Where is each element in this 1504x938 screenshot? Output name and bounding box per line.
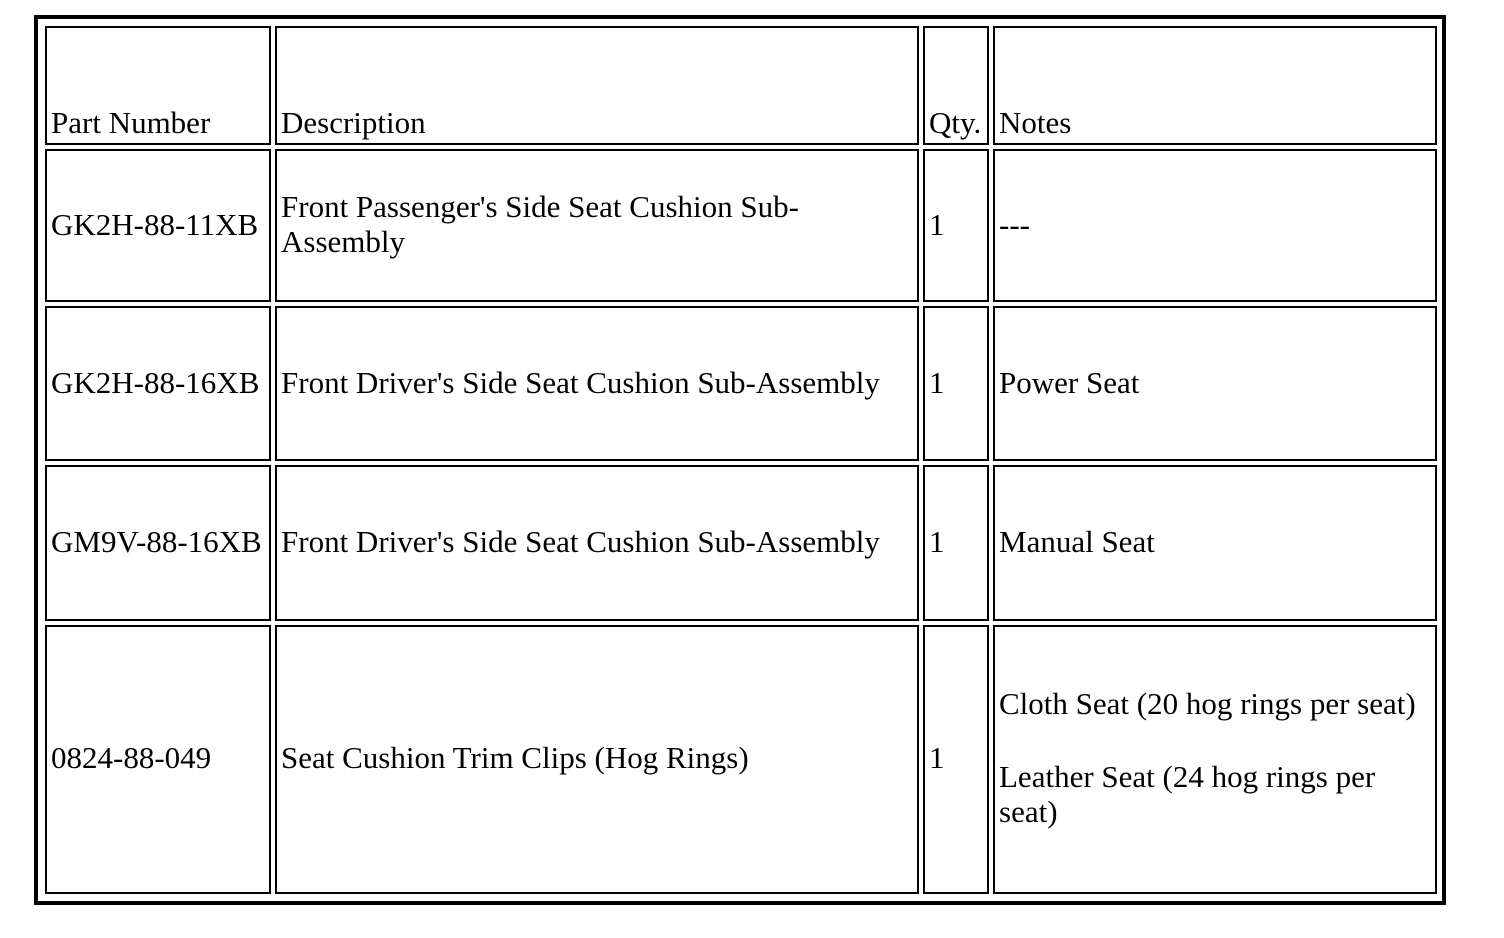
table-row	[45, 625, 1437, 894]
header-notes: Notes	[993, 26, 1437, 145]
notes-cell	[993, 465, 1437, 620]
notes-cell	[993, 306, 1437, 461]
notes-cell	[993, 625, 1437, 894]
part-number-cell: GM9V-88-16XB	[45, 465, 271, 620]
note-text-leather: Leather Seat (24 hog rings per seat)	[999, 759, 1376, 830]
notes-cell	[993, 149, 1437, 302]
note-text: Manual Seat	[999, 524, 1155, 560]
note-text: Power Seat	[999, 364, 1140, 400]
part-number-cell: 0824-88-049	[45, 625, 271, 894]
part-number-cell: GK2H-88-11XB	[45, 149, 271, 302]
qty-cell: 1	[923, 465, 989, 620]
parts-table-frame	[34, 15, 1446, 905]
table-header-row	[45, 26, 1437, 145]
table-row	[45, 149, 1437, 302]
qty-cell: 1	[923, 625, 989, 894]
header-description: Description	[275, 26, 919, 145]
note-text: ---	[999, 206, 1030, 242]
qty-cell: 1	[923, 149, 989, 302]
description-cell: Front Driver's Side Seat Cushion Sub-Assembly	[275, 306, 919, 461]
parts-table	[41, 22, 1441, 898]
table-row	[45, 465, 1437, 620]
header-part-number: Part Number	[45, 26, 271, 145]
table-row	[45, 306, 1437, 461]
header-qty: Qty.	[923, 26, 989, 145]
description-cell: Seat Cushion Trim Clips (Hog Rings)	[275, 625, 919, 894]
description-cell: Front Driver's Side Seat Cushion Sub-Assembly	[275, 465, 919, 620]
qty-cell: 1	[923, 306, 989, 461]
part-number-cell: GK2H-88-16XB	[45, 306, 271, 461]
description-cell: Front Passenger's Side Seat Cushion Sub-Assembly	[275, 149, 919, 302]
note-text-cloth: Cloth Seat (20 hog rings per seat)	[999, 686, 1416, 722]
